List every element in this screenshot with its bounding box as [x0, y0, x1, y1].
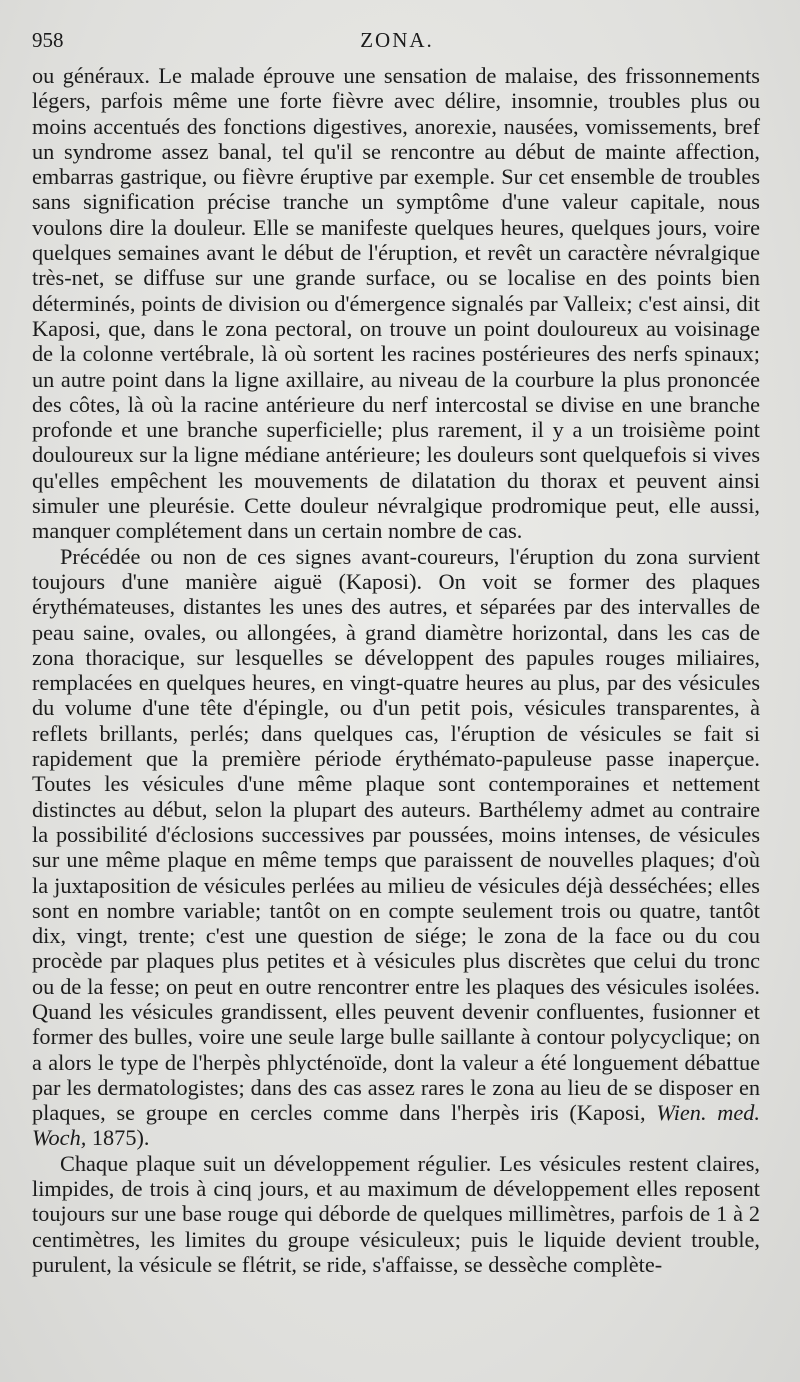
paragraph-segment: Précédée ou non de ces signes avant-coureurs, l'éruption du zona survient toujours d'une manière aiguë (Kaposi). On voit se former des plaques érythémateuses, distantes les unes des autres, et séparées par des intervalles de peau saine, ovales, ou allongées, à grand diamètre horizontal, dans les cas de zona thoracique, sur lesquelles se développent des papules rouges miliaires, remplacées en quelques heures, en vingt-quatre heures au plus, par des vésicules du volume d'une tête d'épingle, ou d'un petit pois, vésicules transparentes, à reflets brillants, perlés; dans quelques cas, l'éruption de vésicules se fait si rapidement que la première période érythémato-papuleuse passe inaperçue. Toutes les vésicules d'une même plaque sont contemporaines et nettement distinctes au début, selon la plupart des auteurs. Barthélemy admet au contraire la possibilité d'éclosions successives par poussées, moins intenses, de vésicules sur une même plaque en même temps que paraissent de nouvelles plaques; d'où la juxtaposition de vésicules perlées au milieu de vésicules déjà desséchées; elles sont en nombre variable; tantôt on en compte seulement trois ou quatre, tantôt dix, vingt, trente; c'est une question de siége; le zona de la face ou du cou procède par plaques plus petites et à vésicules plus discrètes que celui du tronc ou de la fesse; on peut en outre rencontrer entre les plaques des vésicules isolées. Quand les vésicules grandissent, elles peuvent devenir confluentes, fusionner et former des bulles, voire une seule large bulle saillante à contour polycyclique; on a alors le type de l'herpès phlycténoïde, dont la valeur a été longuement débattue par les dermatologistes; dans des cas assez rares le zona au lieu de se disposer en plaques, se groupe en cercles comme dans l'herpès iris (Kaposi,	[32, 543, 760, 1126]
running-title: ZONA.	[360, 28, 434, 52]
paragraph-segment: Chaque plaque suit un développement régulier. Les vésicules restent claires, limpides, de trois à cinq jours, et au maximum de développement elles reposent toujours sur une base rouge qui déborde de quelques millimètres, parfois de 1 à 2 centimètres, les limites du groupe vésiculeux; puis le liquide devient trouble, purulent, la vésicule se flétrit, se ride, s'affaisse, se dessèche complète-	[32, 1150, 760, 1277]
paragraph-eruption	[32, 544, 760, 1151]
paragraph-segment: ou généraux. Le malade éprouve une sensation de malaise, des frissonnements légers, parfois même une forte fièvre avec délire, insomnie, troubles plus ou moins accentués des fonctions digestives, anorexie, nausées, vomissements, bref un syndrome assez banal, tel qu'il se rencontre au début de mainte affection, embarras gastrique, ou fièvre éruptive par exemple. Sur cet ensemble de troubles sans signification précise tranche un symptôme d'une valeur capitale, nous voulons dire la douleur. Elle se manifeste quelques heures, quelques jours, voire quelques semaines avant le début de l'éruption, et revêt un caractère névralgique très-net, se diffuse sur une grande surface, ou se localise en des points bien déterminés, points de division ou d'émergence signalés par Valleix; c'est ainsi, dit Kaposi, que, dans le zona pectoral, on trouve un point douloureux au voisinage de la colonne vertébrale, là où sortent les racines postérieures des nerfs spinaux; un autre point dans la ligne axillaire, au niveau de la courbure la plus prononcée des côtes, là où la racine antérieure du nerf intercostal se divise en une branche profonde et une branche superficielle; plus rarement, il y a un troisième point douloureux sur la ligne médiane antérieure; les douleurs sont quelquefois si vives qu'elles empêchent les mouvements de dilatation du thorax et peuvent ainsi simuler une pleurésie. Cette douleur névralgique prodromique peut, elle aussi, manquer complétement dans un certain nombre de cas.	[32, 63, 760, 544]
paragraph-prodromes	[32, 63, 760, 544]
paragraph-segment: 1875).	[86, 1125, 150, 1151]
body-text	[32, 63, 760, 1277]
paragraph-evolution	[32, 1151, 760, 1277]
citation-journal-title: Wien. med. Woch,	[32, 1100, 761, 1151]
page-number: 958	[32, 28, 64, 52]
running-head	[32, 28, 762, 58]
